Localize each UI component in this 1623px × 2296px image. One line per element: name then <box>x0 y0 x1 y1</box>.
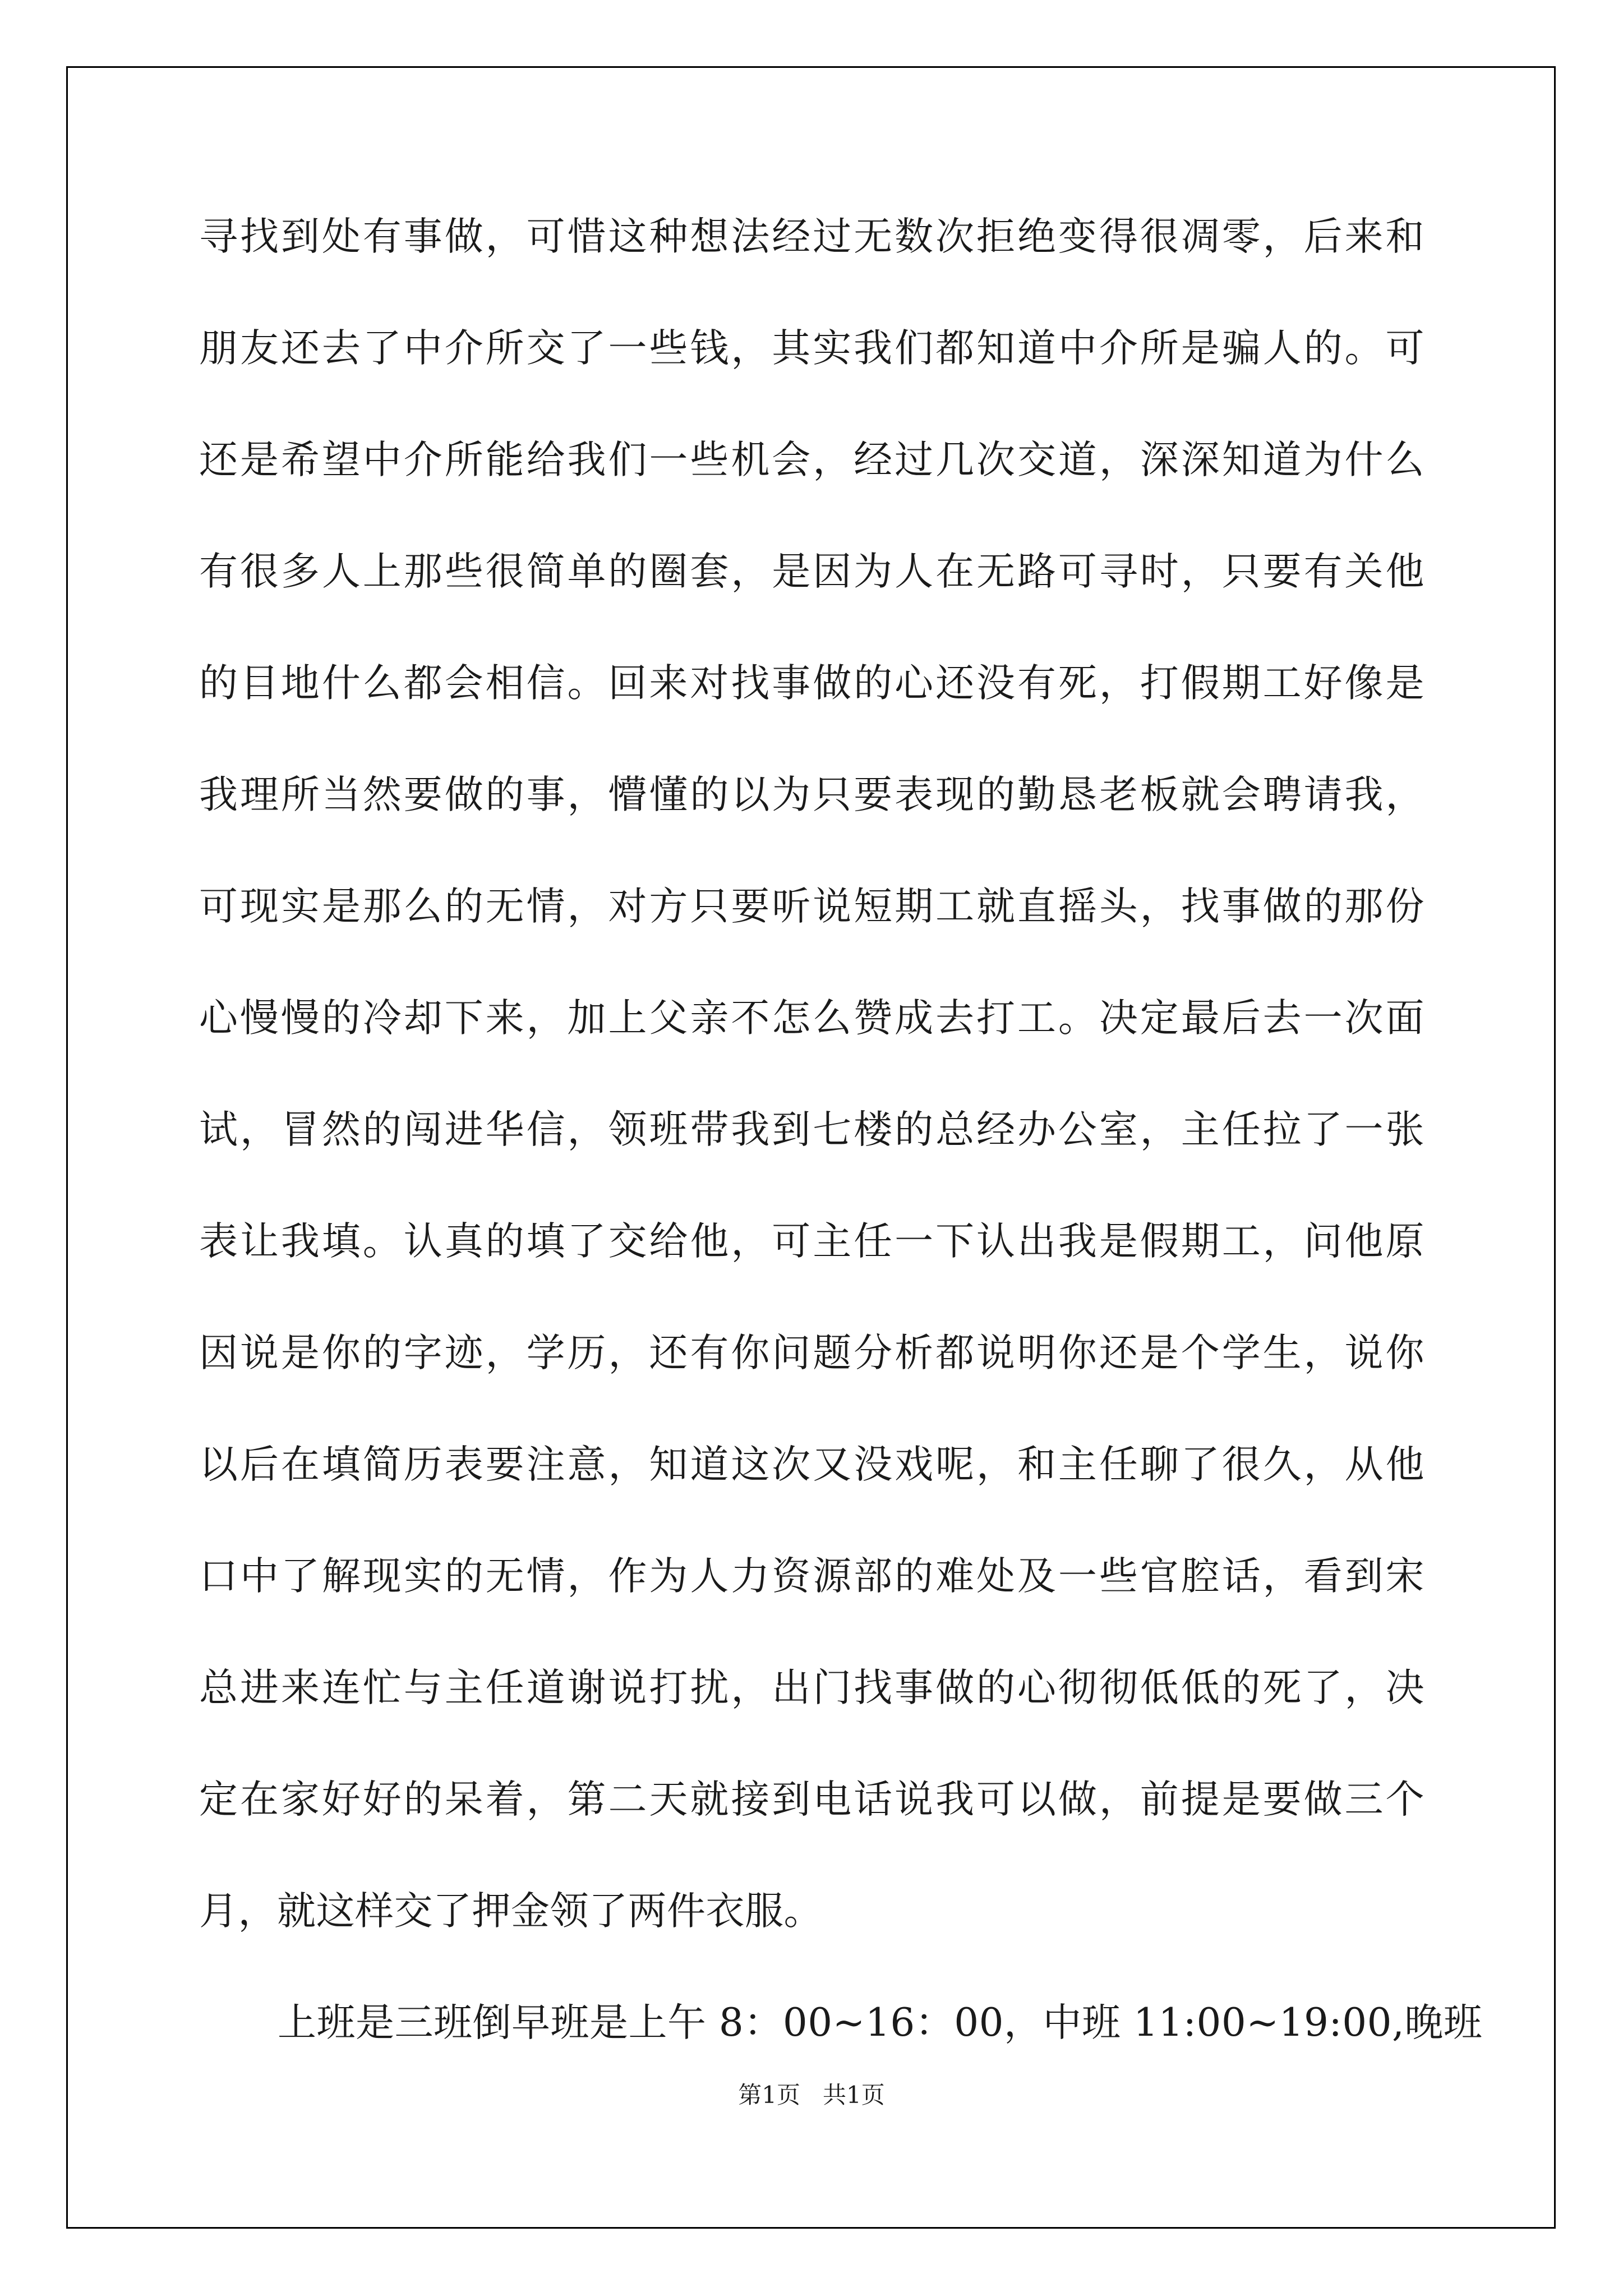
text-line: 可现实是那么的无情，对方只要听说短期工就直摇头，找事做的那份 <box>199 884 1424 929</box>
text-line: 试，冒然的闯进华信，领班带我到七楼的总经办公室，主任拉了一张 <box>199 1107 1424 1152</box>
page-footer <box>0 2081 1623 2109</box>
text-line: 心慢慢的冷却下来，加上父亲不怎么赞成去打工。决定最后去一次面 <box>199 996 1424 1041</box>
page-number: 第1页 <box>738 2081 800 2109</box>
text-line: 的目地什么都会相信。回来对找事做的心还没有死，打假期工好像是 <box>199 661 1424 706</box>
document-body <box>199 214 1483 2114</box>
text-line: 寻找到处有事做，可惜这种想法经过无数次拒绝变得很凋零，后来和 <box>199 214 1424 259</box>
text-line: 有很多人上那些很简单的圈套，是因为人在无路可寻时，只要有关他 <box>199 549 1424 594</box>
paragraph-last-line: 月，就这样交了押金领了两件衣服。 <box>199 1889 823 1934</box>
text-line: 还是希望中介所能给我们一些机会，经过几次交道，深深知道为什么 <box>199 438 1424 482</box>
text-line: 口中了解现实的无情，作为人力资源部的难处及一些官腔话，看到宋 <box>199 1554 1424 1599</box>
text-line: 因说是你的字迹，学历，还有你问题分析都说明你还是个学生，说你 <box>199 1331 1424 1375</box>
text-line: 朋友还去了中介所交了一些钱，其实我们都知道中介所是骗人的。可 <box>199 326 1424 371</box>
total-pages: 共1页 <box>823 2081 885 2109</box>
text-line: 总进来连忙与主任道谢说打扰，出门找事做的心彻彻低低的死了，决 <box>199 1665 1424 1710</box>
text-line: 定在家好好的呆着，第二天就接到电话说我可以做，前提是要做三个 <box>199 1777 1424 1822</box>
text-line: 以后在填简历表要注意，知道这次又没戏呢，和主任聊了很久，从他 <box>199 1442 1424 1487</box>
paragraph-first-line: 上班是三班倒早班是上午 8：00~16：00，中班 11:00~19:00,晚班 <box>278 2000 1483 2045</box>
text-line: 表让我填。认真的填了交给他，可主任一下认出我是假期工，问他原 <box>199 1219 1424 1264</box>
text-line: 我理所当然要做的事，懵懂的以为只要表现的勤恳老板就会聘请我， <box>199 772 1424 817</box>
